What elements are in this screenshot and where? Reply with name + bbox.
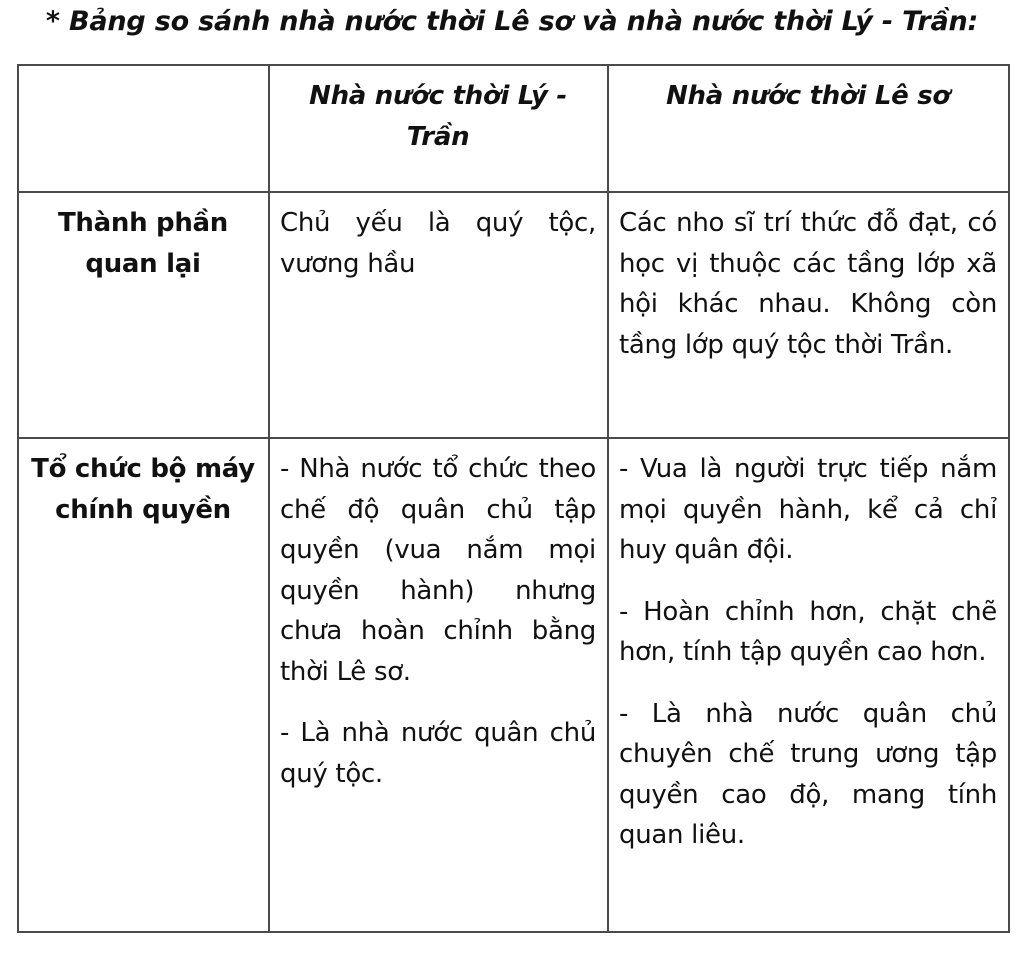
- cell-le-so: [608, 438, 1009, 932]
- cell-paragraph: - Hoàn chỉnh hơn, chặt chẽ hơn, tính tập quyền cao hơn.: [619, 596, 997, 667]
- cell-le-so: [608, 192, 1009, 438]
- cell-paragraph: - Vua là người trực tiếp nắm mọi quyền hành, kể cả chỉ huy quân đội.: [619, 454, 997, 565]
- cell-ly-tran: [269, 192, 608, 438]
- comparison-table: [17, 64, 1010, 933]
- header-empty-cell: [18, 65, 269, 192]
- table-row: [18, 438, 1009, 932]
- row-label: Thành phần quan lại: [18, 192, 269, 438]
- table-header-row: [18, 65, 1009, 192]
- header-ly-tran: Nhà nước thời Lý - Trần: [269, 65, 608, 192]
- cell-paragraph: - Là nhà nước quân chủ quý tộc.: [280, 718, 596, 789]
- cell-paragraph: - Là nhà nước quân chủ chuyên chế trung ương tập quyền cao độ, mang tính quan liêu.: [619, 698, 997, 850]
- header-le-so: Nhà nước thời Lê sơ: [608, 65, 1009, 192]
- cell-paragraph: - Nhà nước tổ chức theo chế độ quân chủ tập quyền (vua nắm mọi quyền hành) nhưng chưa hoàn chỉnh bằng thời Lê sơ.: [280, 454, 596, 687]
- cell-ly-tran: [269, 438, 608, 932]
- table-row: [18, 192, 1009, 438]
- page-title: * Bảng so sánh nhà nước thời Lê sơ và nhà nước thời Lý - Trần:: [45, 6, 979, 37]
- cell-paragraph: Các nho sĩ trí thức đỗ đạt, có học vị thuộc các tầng lớp xã hội khác nhau. Không còn tầng lớp quý tộc thời Trần.: [619, 208, 997, 360]
- cell-paragraph: Chủ yếu là quý tộc, vương hầu: [280, 208, 596, 279]
- row-label: Tổ chức bộ máy chính quyền: [18, 438, 269, 932]
